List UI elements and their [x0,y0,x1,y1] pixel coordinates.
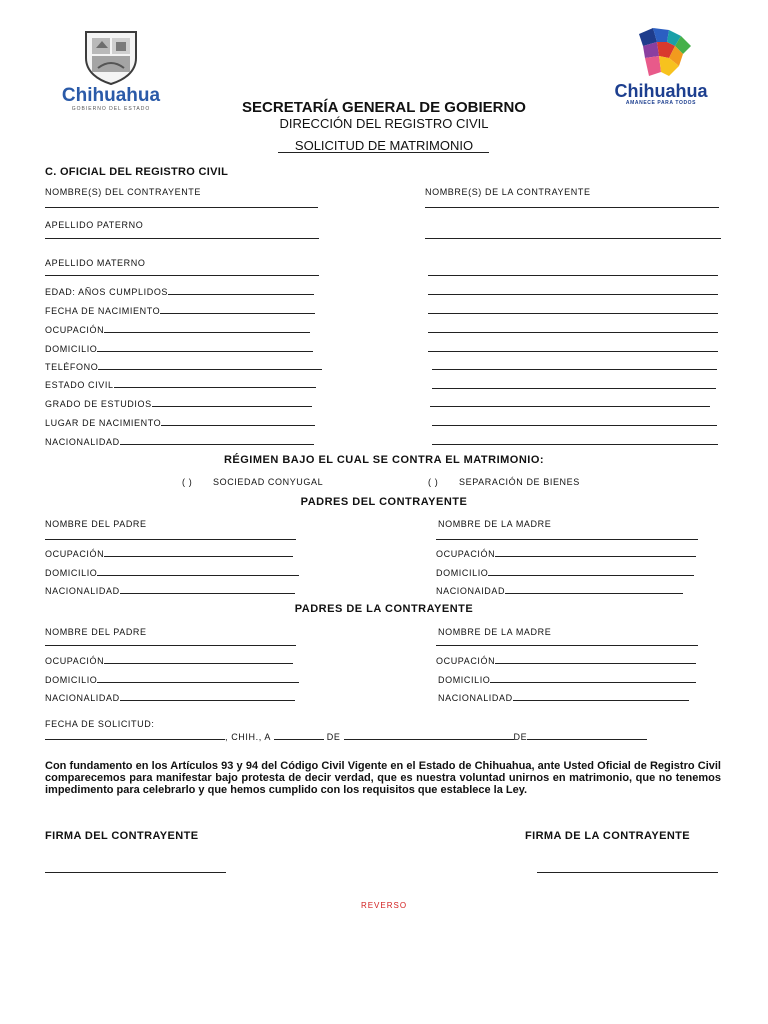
field-nombre-contrayenta[interactable] [425,207,719,208]
padres-contrayenta-title: PADRES DE LA CONTRAYENTE [294,603,474,615]
left-logo-text: Chihuahua [61,85,161,106]
field-telefono-contrayenta[interactable] [432,369,717,370]
left-logo-subtext: GOBIERNO DEL ESTADO [71,106,151,112]
label-apellido-materno: APELLIDO MATERNO [45,258,146,268]
label-pca-ocupacion-padre: OCUPACIÓN [45,655,293,666]
field-fecha-mes[interactable] [344,731,514,740]
regimen-option-sociedad: SOCIEDAD CONYUGAL [213,477,324,487]
label-ocupacion: OCUPACIÓN [45,324,310,335]
form-title: SOLICITUD DE MATRIMONIO [294,138,474,153]
field-fecha-dia[interactable] [274,731,324,740]
field-lugar-nacimiento-contrayenta[interactable] [432,425,717,426]
label-pc-domicilio-madre: DOMICILIO [436,567,694,578]
label-pca-padre: NOMBRE DEL PADRE [45,627,147,637]
field-apellido-paterno-contrayenta[interactable] [425,238,721,239]
document-subtitle: DIRECCIÓN DEL REGISTRO CIVIL [279,116,489,131]
label-pc-ocupacion-madre: OCUPACIÓN [436,548,696,559]
label-nombre-contrayente: NOMBRE(S) DEL CONTRAYENTE [45,187,202,197]
label-pc-padre: NOMBRE DEL PADRE [45,519,147,529]
label-pca-domicilio-madre: DOMICILIO [438,674,696,685]
label-telefono: TELÉFONO [45,361,322,372]
field-domicilio-contrayenta[interactable] [428,351,718,352]
label-nacionalidad: NACIONALIDAD [45,436,314,447]
regimen-option-separacion: SEPARACIÓN DE BIENES [459,477,580,487]
label-pca-ocupacion-madre: OCUPACIÓN [436,655,696,666]
field-fecha-anio[interactable] [527,731,647,740]
form-title-underline [278,152,489,153]
label-lugar-nacimiento: LUGAR DE NACIMIENTO [45,417,315,428]
label-pca-domicilio-padre: DOMICILIO [45,674,299,685]
firma-contrayenta-line[interactable] [537,872,718,873]
field-grado-estudios-contrayenta[interactable] [430,406,710,407]
field-pca-madre[interactable] [436,645,698,646]
field-nacionalidad-contrayenta[interactable] [432,444,718,445]
firma-contrayenta-label: FIRMA DE LA CONTRAYENTE [525,830,691,842]
firma-contrayente-label: FIRMA DEL CONTRAYENTE [45,830,199,842]
reverso-label: REVERSO [360,901,408,910]
regimen-title: RÉGIMEN BAJO EL CUAL SE CONTRA EL MATRIMONIO: [223,454,545,466]
label-estado-civil: ESTADO CIVIL [45,379,316,390]
label-domicilio: DOMICILIO [45,343,313,354]
label-fecha-nacimiento: FECHA DE NACIMIENTO [45,305,315,316]
padres-contrayente-title: PADRES DEL CONTRAYENTE [300,496,468,508]
label-edad: EDAD: AÑOS CUMPLIDOS [45,286,314,297]
field-apellido-paterno-contrayente[interactable] [45,238,319,239]
field-pc-padre[interactable] [45,539,296,540]
fecha-solicitud-row: , CHIH., A DE DE [45,731,647,742]
label-pca-madre: NOMBRE DE LA MADRE [438,627,552,637]
label-pca-nacionalidad-padre: NACIONALIDAD [45,692,295,703]
label-pc-nacionalidad-padre: NACIONALIDAD [45,585,295,596]
field-fecha-nacimiento-contrayenta[interactable] [428,313,718,314]
regimen-checkbox-sociedad[interactable]: ( ) [182,477,193,487]
document-title: SECRETARÍA GENERAL DE GOBIERNO [242,99,526,116]
label-pc-ocupacion-padre: OCUPACIÓN [45,548,293,559]
field-fecha-lugar[interactable] [45,731,225,740]
label-pc-domicilio-padre: DOMICILIO [45,567,299,578]
field-nombre-contrayente[interactable] [45,207,318,208]
label-grado-estudios: GRADO DE ESTUDIOS [45,398,312,409]
label-pca-nacionalidad-madre: NACIONALIDAD [438,692,689,703]
field-edad-contrayenta[interactable] [428,294,718,295]
field-ocupacion-contrayenta[interactable] [428,332,718,333]
field-estado-civil-contrayenta[interactable] [432,388,716,389]
label-fecha-solicitud: FECHA DE SOLICITUD: [45,719,155,729]
legal-paragraph: Con fundamento en los Artículos 93 y 94 del Código Civil Vigente en el Estado de Chihuahua, ante Usted Oficial de Registro Civil comparecemos para manifestar bajo protesta de decir verdad, que es nuestra voluntad unirnos en matrimonio, que no tenemos impedimento para celebrarlo y que hemos cumplido con los requisitos que establece la Ley. [45,760,721,796]
field-pca-padre[interactable] [45,645,296,646]
firma-contrayente-line[interactable] [45,872,226,873]
label-nombre-contrayenta: NOMBRE(S) DE LA CONTRAYENTE [425,187,591,197]
addressee: C. OFICIAL DEL REGISTRO CIVIL [45,166,229,178]
field-pc-madre[interactable] [436,539,698,540]
field-apellido-materno-contrayente[interactable] [45,275,319,276]
field-apellido-materno-contrayenta[interactable] [428,275,718,276]
right-logo-text: Chihuahua [614,81,708,101]
state-map-mosaic-icon [629,26,693,82]
label-pc-nacionalidad-madre: NACIONAIDAD [436,585,683,596]
label-pc-madre: NOMBRE DE LA MADRE [438,519,552,529]
right-logo-subtext: AMANECE PARA TODOS [625,100,697,106]
regimen-checkbox-separacion[interactable]: ( ) [428,477,439,487]
label-apellido-paterno: APELLIDO PATERNO [45,220,144,230]
state-coat-of-arms-icon [80,28,142,86]
